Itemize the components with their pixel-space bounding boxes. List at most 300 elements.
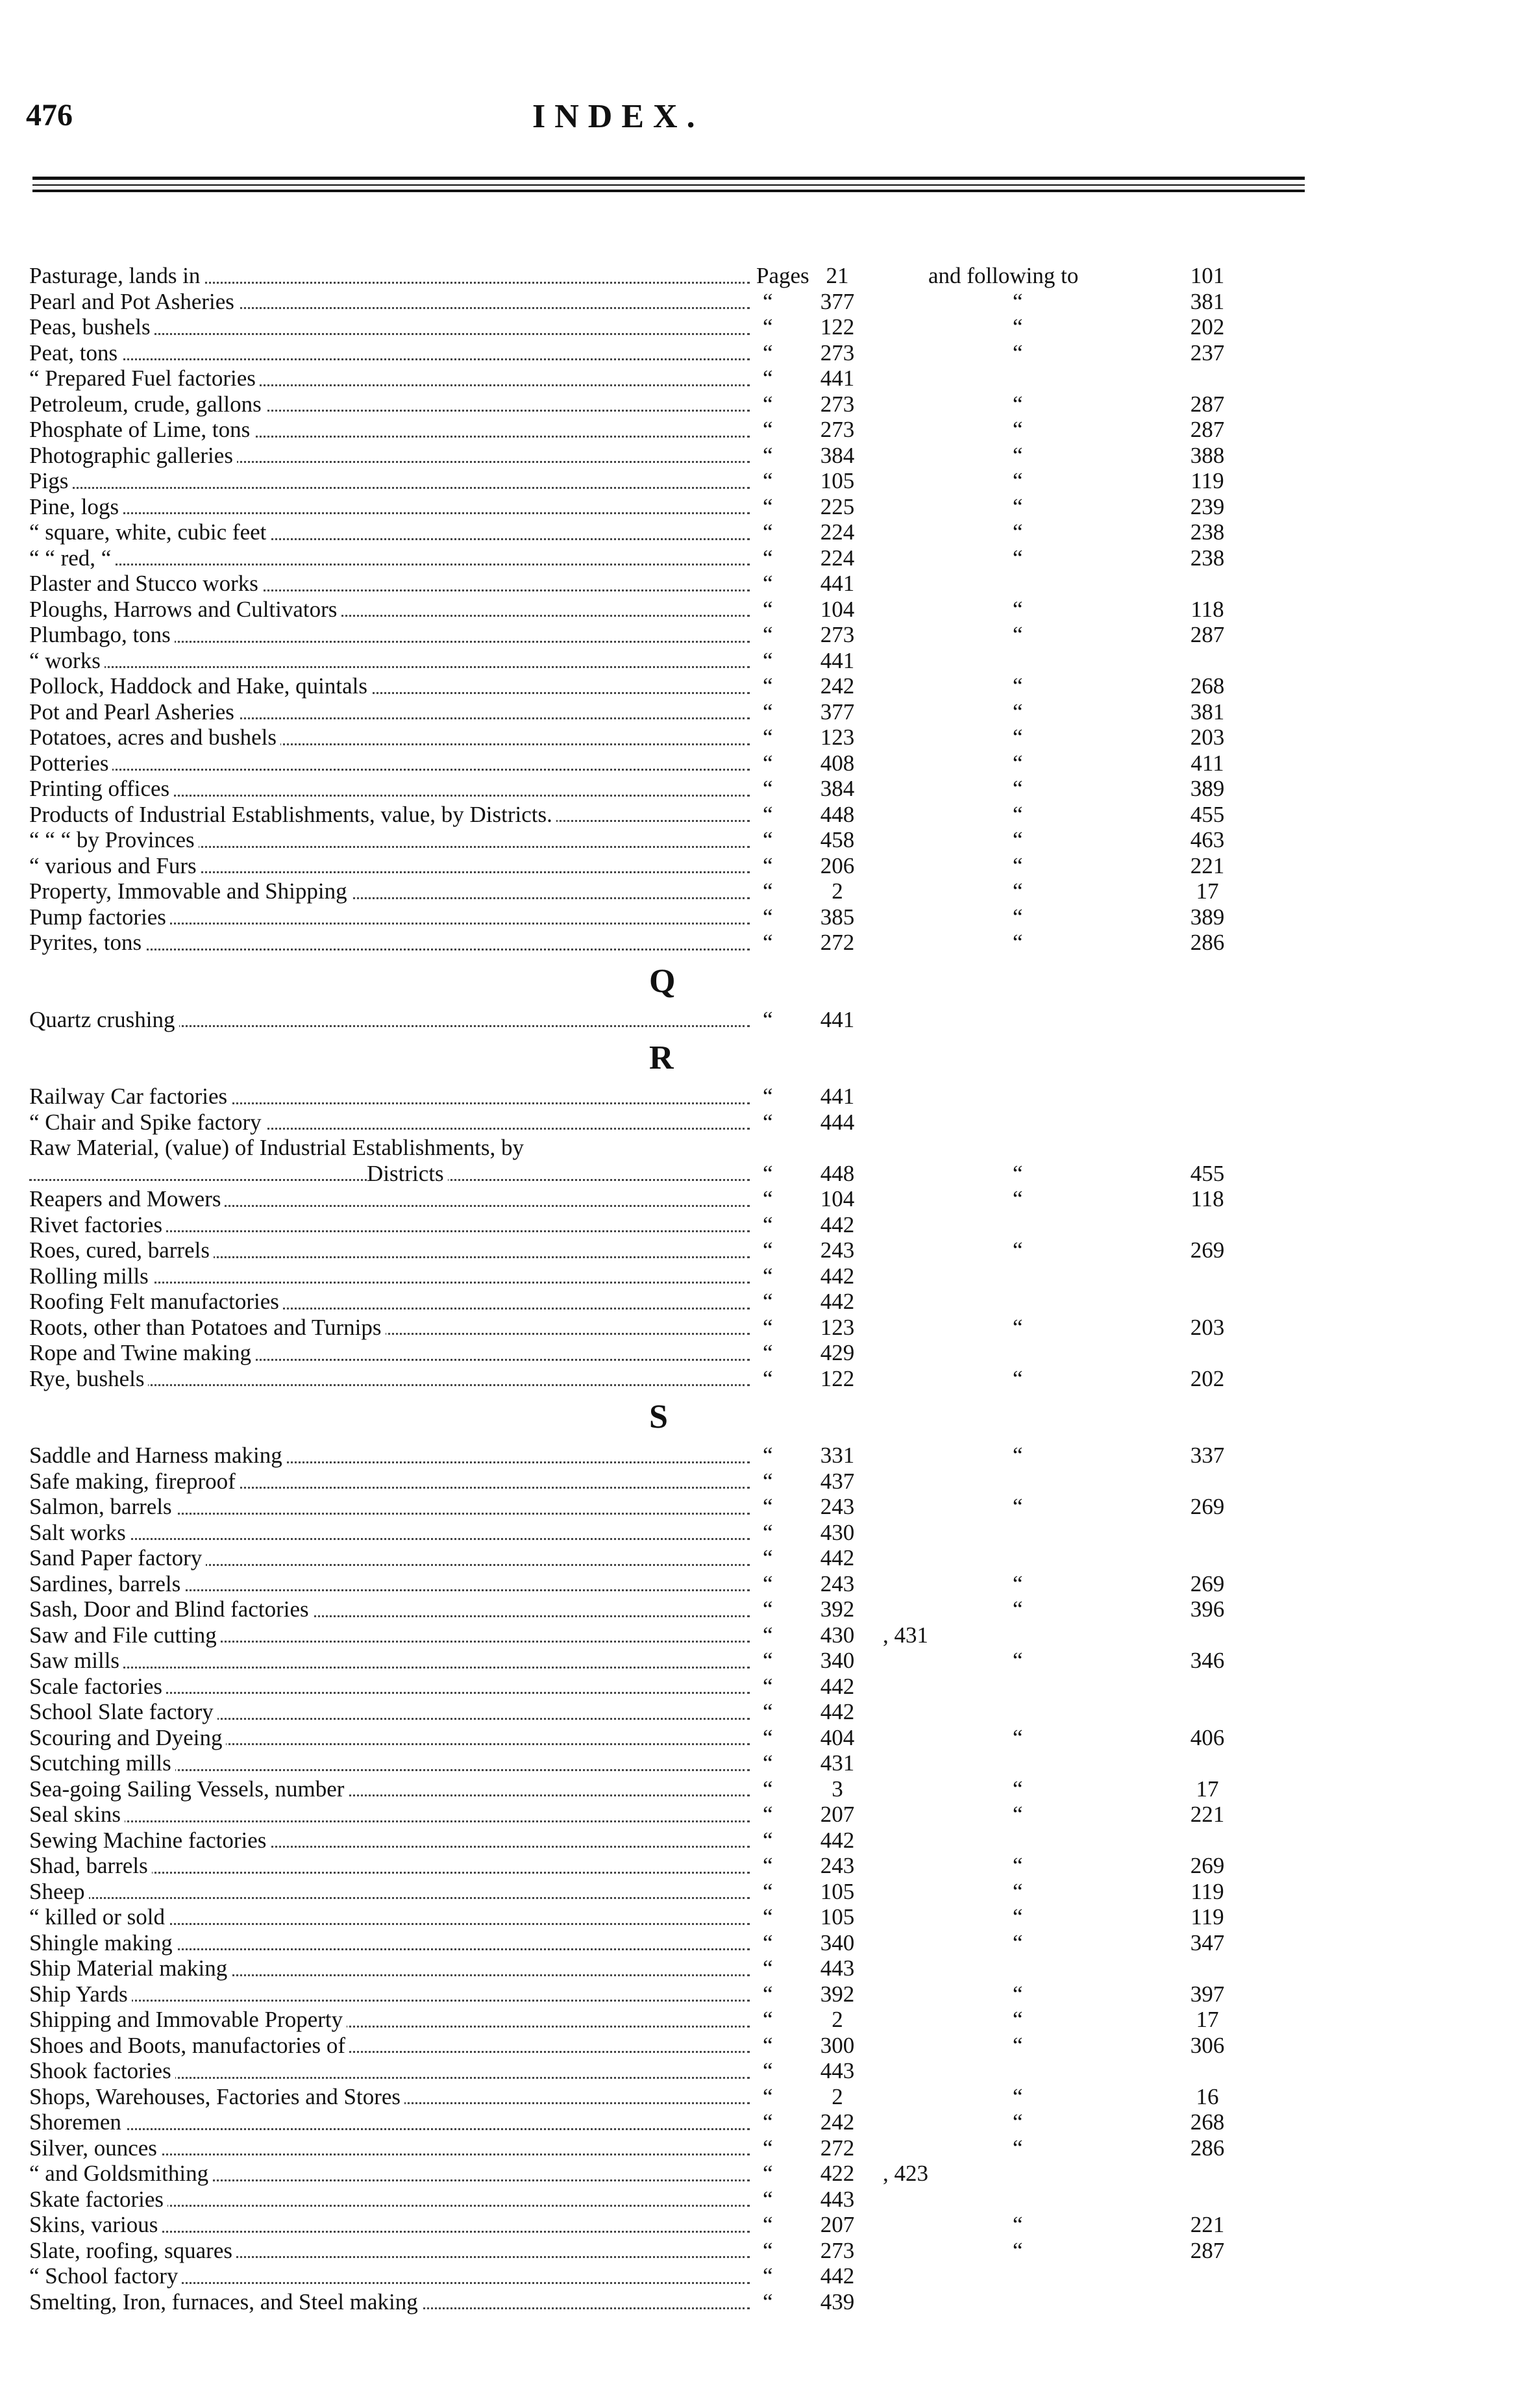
ditto-mark: “	[1013, 288, 1023, 314]
ditto-mark: “	[763, 545, 773, 571]
index-entry	[0, 1263, 1530, 1289]
page-start: 273	[820, 2237, 855, 2263]
entry-label-text: Railway Car factories	[29, 1084, 231, 1109]
index-entry	[0, 1725, 1530, 1751]
ditto-mark: “	[1013, 545, 1023, 571]
ditto-mark: “	[763, 1494, 773, 1519]
ditto-mark: “	[763, 1750, 773, 1776]
entry-label-text: Silver, ounces	[29, 2135, 161, 2161]
page-end: 406	[1190, 1724, 1225, 1750]
index-entry	[0, 2263, 1530, 2289]
entry-label	[29, 2289, 750, 2315]
entry-label-text: Reapers and Mowers	[29, 1186, 225, 1211]
page-start: 340	[820, 1648, 855, 1673]
ditto-mark: “	[1013, 2032, 1023, 2058]
page-end: 389	[1190, 776, 1225, 801]
page-end: 287	[1190, 622, 1225, 647]
entry-label	[29, 1879, 750, 1905]
entry-label	[29, 263, 750, 289]
page-end: 119	[1191, 1904, 1224, 1930]
ditto-mark: “	[763, 596, 773, 622]
page-start: 242	[820, 673, 855, 699]
ditto-mark: “	[1013, 852, 1023, 878]
entry-label-text: Pine, logs	[29, 494, 123, 519]
ditto-mark: “	[1013, 468, 1023, 493]
entry-label-text: Peat, tons	[29, 340, 121, 366]
page-start: 272	[820, 2135, 855, 2161]
ditto-mark: “	[763, 340, 773, 366]
entry-label	[29, 340, 750, 366]
index-entry	[0, 699, 1530, 725]
entry-label-text: Shook factories	[29, 2058, 175, 2083]
ditto-mark: “	[763, 314, 773, 340]
entry-label	[29, 1315, 750, 1341]
index-entry	[0, 2007, 1530, 2033]
ditto-mark: “	[1013, 596, 1023, 622]
index-entry	[0, 2109, 1530, 2135]
page-end: 269	[1190, 1853, 1225, 1878]
ditto-mark: “	[763, 1648, 773, 1673]
page-end: 347	[1190, 1930, 1225, 1955]
page-end: 286	[1190, 930, 1225, 955]
ditto-mark: “	[763, 1237, 773, 1263]
index-entry	[0, 494, 1530, 520]
ditto-mark: “	[763, 417, 773, 442]
ditto-mark: “	[763, 1802, 773, 1827]
ditto-mark: “	[1013, 801, 1023, 827]
entry-label-text: Ship Material making	[29, 1955, 231, 1981]
page-extra: , 423	[883, 2161, 928, 2186]
entry-label	[29, 1494, 750, 1520]
page-end: 269	[1190, 1237, 1225, 1263]
index-entry	[0, 1545, 1530, 1571]
page-start: 430	[820, 1519, 855, 1545]
index-entry	[0, 853, 1530, 879]
ditto-mark: “	[1013, 930, 1023, 955]
entry-label	[29, 314, 750, 340]
entry-label-text: Sand Paper factory	[29, 1545, 206, 1570]
entry-label-text: Sewing Machine factories	[29, 1828, 270, 1853]
index-entry	[0, 1750, 1530, 1776]
page-end: 455	[1190, 801, 1225, 827]
entry-label	[29, 1520, 750, 1546]
entry-label	[29, 1212, 750, 1238]
ditto-mark: “	[763, 1519, 773, 1545]
page-end: 455	[1190, 1160, 1225, 1186]
entry-label	[29, 1750, 750, 1776]
page-end: 268	[1190, 673, 1225, 699]
entry-label	[29, 1110, 750, 1136]
ditto-mark: “	[763, 904, 773, 930]
ditto-mark: “	[763, 1570, 773, 1596]
entry-label-text: Pollock, Haddock and Hake, quintals	[29, 673, 371, 699]
entry-label	[29, 519, 750, 545]
leader-dots	[29, 2000, 750, 2002]
index-entry	[0, 1520, 1530, 1546]
ditto-mark: “	[763, 1930, 773, 1955]
page-end: 397	[1190, 1981, 1225, 2007]
entry-label-text: Printing offices	[29, 776, 173, 801]
ditto-mark: “	[763, 1443, 773, 1468]
entry-label-text: Potteries	[29, 751, 112, 776]
index-entry	[0, 1930, 1530, 1956]
page-end: 17	[1196, 878, 1219, 904]
page-start: 123	[820, 725, 855, 750]
page-start: 441	[820, 1006, 855, 1032]
index-entry	[0, 1802, 1530, 1828]
ditto-mark: “	[1013, 314, 1023, 340]
page-start: 340	[820, 1930, 855, 1955]
index-entry	[0, 314, 1530, 340]
entry-label-text: Sheep	[29, 1879, 89, 1904]
index-entry	[0, 443, 1530, 469]
page-end: 287	[1190, 2237, 1225, 2263]
ditto-mark: “	[1013, 2212, 1023, 2237]
ditto-mark: “	[763, 1596, 773, 1622]
entry-label	[29, 853, 750, 879]
entry-label-text: Ship Yards	[29, 1981, 132, 2007]
page-start: 21	[826, 263, 849, 288]
page-start: 430	[820, 1622, 855, 1648]
ditto-mark: “	[1013, 725, 1023, 750]
ditto-mark: “	[1013, 2135, 1023, 2161]
page-end: 237	[1190, 340, 1225, 366]
page-start: 105	[820, 1878, 855, 1904]
ditto-mark: “	[1013, 1186, 1023, 1211]
page-end: 203	[1190, 1314, 1225, 1340]
page-start: 442	[820, 1699, 855, 1724]
page-end: 388	[1190, 442, 1225, 468]
ditto-mark: “	[1013, 1981, 1023, 2007]
index-entry	[0, 1340, 1530, 1366]
entry-label-text: School Slate factory	[29, 1699, 217, 1724]
ditto-mark: “	[1013, 1237, 1023, 1263]
entry-label-text: “ “ “ by Provinces	[29, 827, 199, 852]
index-entry	[0, 1007, 1530, 1033]
entry-label-text: Saw mills	[29, 1648, 123, 1673]
entry-label-text: Shipping and Immovable Property	[29, 2007, 347, 2032]
entry-label	[29, 1007, 750, 1033]
page-start: 243	[820, 1570, 855, 1596]
entry-label-text: Saw and File cutting	[29, 1622, 221, 1648]
page-start: 2	[832, 2083, 843, 2109]
entry-label	[29, 1237, 750, 1263]
entry-label-text: Rope and Twine making	[29, 1340, 255, 1365]
entry-label-text: “ works	[29, 648, 105, 673]
index-entry	[0, 751, 1530, 776]
page-start: 442	[820, 1673, 855, 1699]
page-start: 441	[820, 366, 855, 391]
page-start: 272	[820, 930, 855, 955]
page-end: 221	[1190, 1802, 1225, 1827]
ditto-mark: “	[763, 2109, 773, 2135]
ditto-mark: “	[763, 2161, 773, 2186]
following-text: and following to	[928, 263, 1079, 288]
page-start: 385	[820, 904, 855, 930]
page-start: 242	[820, 2109, 855, 2135]
page-number: 476	[26, 98, 73, 132]
entry-label	[29, 2135, 750, 2161]
section-letter	[0, 1391, 1530, 1443]
page-start: 439	[820, 2289, 855, 2315]
page-end: 202	[1190, 1365, 1225, 1391]
entry-label	[29, 1981, 750, 2007]
entry-label-text: Skins, various	[29, 2212, 162, 2237]
index-entry	[0, 1315, 1530, 1341]
page-start: 458	[820, 827, 855, 852]
index-entry	[0, 622, 1530, 648]
ditto-mark: “	[1013, 1494, 1023, 1519]
ditto-mark: “	[763, 725, 773, 750]
entry-label-text: Sardines, barrels	[29, 1571, 184, 1596]
entry-label-text: Shoes and Boots, manufactories of	[29, 2033, 349, 2058]
entry-label-text: Saddle and Harness making	[29, 1443, 286, 1468]
entry-label-text: Safe making, fireproof	[29, 1469, 240, 1494]
page-start: 225	[820, 493, 855, 519]
entry-label	[29, 878, 750, 904]
entry-label-text: Raw Material, (value) of Industrial Establishments, by	[29, 1135, 528, 1160]
page-start: 429	[820, 1340, 855, 1365]
index-entry	[0, 1443, 1530, 1469]
page-start: 442	[820, 1545, 855, 1570]
page-end: 268	[1190, 2109, 1225, 2135]
page-start: 273	[820, 340, 855, 366]
ditto-mark: “	[1013, 340, 1023, 366]
page-start: 392	[820, 1981, 855, 2007]
ditto-mark: “	[1013, 673, 1023, 699]
index-entry	[0, 1904, 1530, 1930]
ditto-mark: “	[1013, 827, 1023, 852]
page-end: 337	[1190, 1443, 1225, 1468]
page-start: 224	[820, 519, 855, 545]
ditto-mark: “	[763, 1827, 773, 1853]
ditto-mark: “	[763, 493, 773, 519]
entry-label	[29, 443, 750, 469]
page-end: 269	[1190, 1570, 1225, 1596]
entry-label-text: Rivet factories	[29, 1212, 166, 1237]
page-end: 306	[1190, 2032, 1225, 2058]
ditto-mark: “	[1013, 1724, 1023, 1750]
index-entry	[0, 673, 1530, 699]
index-entry	[0, 1853, 1530, 1879]
index-entry	[0, 1879, 1530, 1905]
page-end: 221	[1190, 852, 1225, 878]
entry-label	[29, 391, 750, 417]
page-start: 443	[820, 1955, 855, 1981]
entry-label-text: Roes, cured, barrels	[29, 1237, 214, 1263]
ditto-mark: “	[763, 1211, 773, 1237]
index-entry	[0, 827, 1530, 853]
page-end: 17	[1196, 1776, 1219, 1802]
entry-label-text: Scutching mills	[29, 1750, 175, 1776]
entry-label	[29, 904, 750, 930]
index-entry	[0, 1828, 1530, 1854]
entry-label	[29, 725, 750, 751]
page-end: 287	[1190, 391, 1225, 417]
index-entry	[0, 1289, 1530, 1315]
entry-label	[29, 1674, 750, 1700]
page-end: 287	[1190, 417, 1225, 442]
ditto-mark: “	[763, 1468, 773, 1494]
page-start: 105	[820, 1904, 855, 1930]
page-start: 408	[820, 750, 855, 776]
entry-label-text: Scale factories	[29, 1674, 166, 1699]
entry-label	[29, 468, 750, 494]
ditto-mark: “	[763, 2032, 773, 2058]
entry-label	[29, 802, 750, 828]
index-entry	[0, 2212, 1530, 2238]
page-start: 404	[820, 1724, 855, 1750]
ditto-mark: “	[763, 930, 773, 955]
ditto-mark: “	[763, 288, 773, 314]
index-entry	[0, 1186, 1530, 1212]
ditto-mark: “	[763, 391, 773, 417]
ditto-mark: “	[763, 1776, 773, 1802]
page-start: 122	[820, 1365, 855, 1391]
entry-label-text: “ and Goldsmithing	[29, 2161, 212, 2186]
index-entry	[0, 1981, 1530, 2007]
index-entry	[0, 340, 1530, 366]
entry-label	[29, 1135, 750, 1186]
index-entries	[0, 263, 1530, 2315]
ditto-mark: “	[763, 1084, 773, 1109]
ditto-mark: “	[763, 1109, 773, 1135]
entry-label-text: Scouring and Dyeing	[29, 1725, 226, 1750]
page-start: 243	[820, 1853, 855, 1878]
page-end: 381	[1190, 288, 1225, 314]
index-entry	[0, 2033, 1530, 2059]
ditto-mark: “	[763, 571, 773, 596]
entry-label	[29, 2109, 750, 2135]
entry-label-text: Smelting, Iron, furnaces, and Steel making	[29, 2289, 422, 2315]
section-letter-text: R	[649, 1039, 674, 1076]
page-start: 442	[820, 1827, 855, 1853]
entry-label	[29, 2238, 750, 2264]
index-entry	[0, 904, 1530, 930]
page-start: 443	[820, 2186, 855, 2212]
ditto-mark: “	[763, 852, 773, 878]
ditto-mark: “	[763, 1160, 773, 1186]
page-start: 224	[820, 545, 855, 571]
ditto-mark: “	[763, 2237, 773, 2263]
ditto-mark: “	[763, 1673, 773, 1699]
index-entry	[0, 1135, 1530, 1186]
ditto-mark: “	[763, 622, 773, 647]
index-entry	[0, 2084, 1530, 2110]
page-start: 243	[820, 1494, 855, 1519]
page-start: 384	[820, 776, 855, 801]
page-start: 3	[832, 1776, 843, 1802]
leader-dots	[29, 358, 750, 360]
entry-label-text: “ Chair and Spike factory	[29, 1110, 265, 1135]
index-entry	[0, 1674, 1530, 1700]
index-entry	[0, 1596, 1530, 1622]
entry-label-text: Pearl and Pot Asheries	[29, 289, 238, 314]
ditto-mark: “	[763, 2007, 773, 2032]
entry-label	[29, 1930, 750, 1956]
ditto-mark: “	[763, 1365, 773, 1391]
entry-label	[29, 2084, 750, 2110]
ditto-mark: “	[763, 2058, 773, 2083]
page-title: INDEX.	[532, 98, 704, 135]
page-header	[0, 97, 1530, 149]
entry-label	[29, 2212, 750, 2238]
page-end: 202	[1190, 314, 1225, 340]
page-start: 2	[832, 2007, 843, 2032]
section-letter	[0, 956, 1530, 1007]
ditto-mark: “	[1013, 1160, 1023, 1186]
page-end: 238	[1190, 545, 1225, 571]
page-start: 206	[820, 852, 855, 878]
section-letter-text: Q	[649, 962, 676, 1000]
entry-label-text: Plaster and Stucco works	[29, 571, 262, 596]
index-entry	[0, 1955, 1530, 1981]
page-end: 238	[1190, 519, 1225, 545]
entry-label	[29, 494, 750, 520]
entry-label-text: Rolling mills	[29, 1263, 153, 1289]
entry-label	[29, 366, 750, 391]
page-end: 389	[1190, 904, 1225, 930]
page-start: 444	[820, 1109, 855, 1135]
ditto-mark: “	[763, 1904, 773, 1930]
entry-label-continuation: Districts	[367, 1161, 448, 1187]
ditto-mark: “	[763, 750, 773, 776]
page-end: 239	[1190, 493, 1225, 519]
entry-label-text: Shops, Warehouses, Factories and Stores	[29, 2084, 404, 2109]
leader-dots	[29, 666, 750, 668]
ditto-mark: “	[763, 1724, 773, 1750]
page-end: 16	[1196, 2083, 1219, 2109]
entry-label	[29, 2058, 750, 2084]
entry-label-text: Pyrites, tons	[29, 930, 145, 955]
page-end: 381	[1190, 699, 1225, 725]
index-entry	[0, 1776, 1530, 1802]
entry-label-text: Peas, bushels	[29, 314, 154, 340]
ditto-mark: “	[1013, 878, 1023, 904]
ditto-mark: “	[1013, 2007, 1023, 2032]
entry-label-text: Roots, other than Potatoes and Turnips	[29, 1315, 386, 1340]
ditto-mark: “	[763, 1006, 773, 1032]
ditto-mark: “	[763, 1699, 773, 1724]
entry-label	[29, 2187, 750, 2213]
index-entry	[0, 1699, 1530, 1725]
leader-dots	[29, 1667, 750, 1669]
entry-label	[29, 699, 750, 725]
entry-label-text: Potatoes, acres and bushels	[29, 725, 280, 750]
page-start: 448	[820, 801, 855, 827]
header-rule	[32, 184, 1305, 186]
entry-label	[29, 1186, 750, 1212]
entry-label-text: Pump factories	[29, 904, 170, 930]
index-entry	[0, 802, 1530, 828]
ditto-mark: “	[1013, 2083, 1023, 2109]
ditto-mark: “	[1013, 1596, 1023, 1622]
page-start: 105	[820, 468, 855, 493]
ditto-mark: “	[763, 1263, 773, 1289]
entry-label-text: Salt works	[29, 1520, 130, 1545]
ditto-mark: “	[1013, 1314, 1023, 1340]
entry-label	[29, 597, 750, 623]
entry-label	[29, 1904, 750, 1930]
index-entry	[0, 2058, 1530, 2084]
page-end: 286	[1190, 2135, 1225, 2161]
ditto-mark: “	[763, 1186, 773, 1211]
entry-label	[29, 545, 750, 571]
ditto-mark: “	[763, 1314, 773, 1340]
entry-label	[29, 1596, 750, 1622]
entry-label-text: Rye, bushels	[29, 1366, 148, 1391]
leader-dots	[29, 564, 750, 565]
